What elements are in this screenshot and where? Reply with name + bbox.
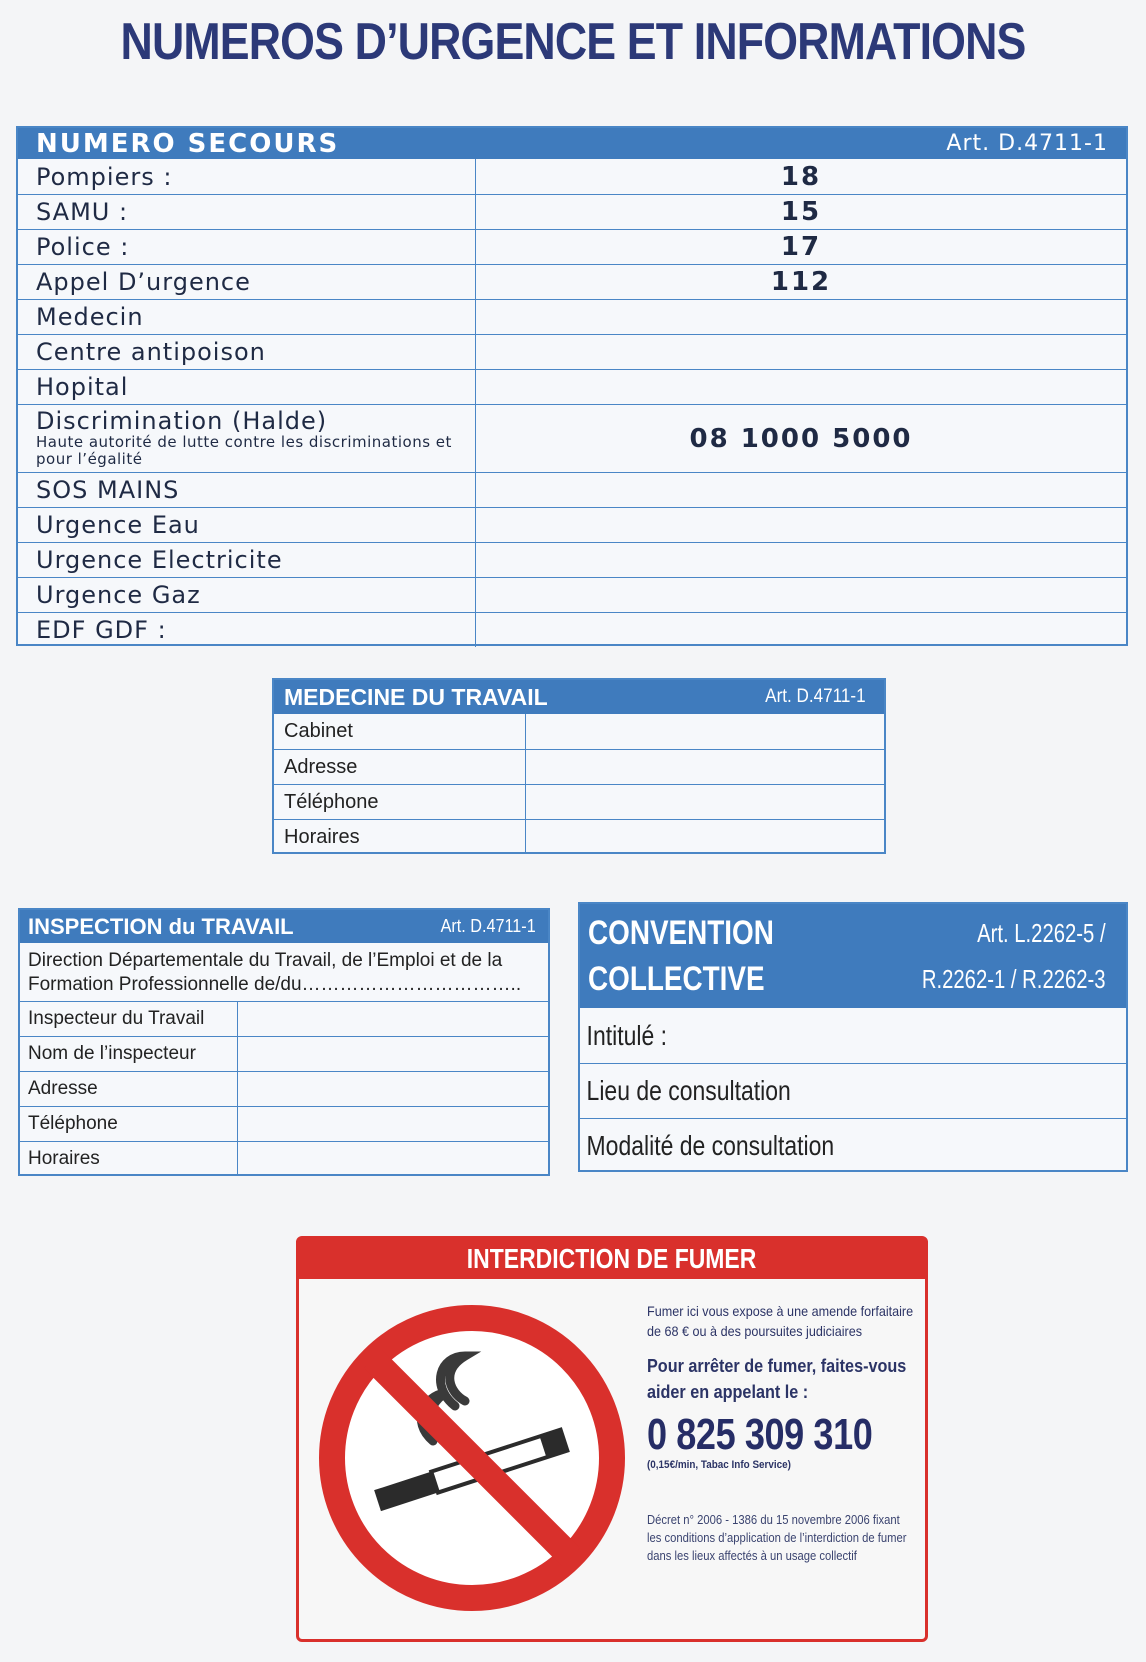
inspection-article: Art. D.4711-1 [440, 916, 536, 936]
table-row [18, 472, 1126, 507]
convention-article-line1: Art. L.2262-5 / [977, 918, 1106, 948]
inspection-header [20, 910, 548, 943]
convention-article-line2: R.2262-1 / R.2262-3 [922, 964, 1106, 994]
fine-text: Fumer ici vous expose à une amende forfaitaire de 68 € ou à des poursuites judiciaires [647, 1303, 914, 1339]
table-row [20, 1001, 548, 1036]
table-row [20, 1036, 548, 1071]
row-label: Police : [18, 230, 476, 264]
row-label: Urgence Electricite [18, 543, 476, 577]
row-label: Nom de l’inspecteur [20, 1037, 238, 1071]
row-value [238, 1002, 548, 1036]
row-label: EDF GDF : [18, 613, 476, 647]
table-row [580, 1118, 1126, 1173]
row-label: Intitulé : [586, 1019, 667, 1051]
tabac-phone: 0 825 309 310 [647, 1410, 873, 1459]
table-row [18, 404, 1126, 472]
row-label: Pompiers : [18, 159, 476, 194]
row-value: 112 [770, 267, 832, 297]
table-row [18, 299, 1126, 334]
inspection-table [18, 908, 550, 1176]
inspection-title: INSPECTION du TRAVAIL [28, 913, 294, 939]
table-row [18, 612, 1126, 647]
row-value [476, 613, 1126, 647]
convention-title [588, 904, 774, 1008]
row-label: Appel D’urgence [18, 265, 476, 299]
row-label [18, 405, 476, 472]
row-label: Horaires [274, 820, 526, 854]
medecine-table [272, 678, 886, 854]
row-label: Horaires [20, 1142, 238, 1176]
row-label: Medecin [18, 300, 476, 334]
row-value: 15 [780, 197, 822, 227]
decree-text: Décret n° 2006 - 1386 du 15 novembre 2006 fixant les conditions d’application de l’interdiction de fumer dans les lieux affectés à un usage collectif [647, 1513, 907, 1563]
secours-article: Art. D.4711-1 [946, 131, 1108, 156]
table-row [18, 577, 1126, 612]
table-row [18, 369, 1126, 404]
row-value: 18 [780, 161, 822, 192]
table-row [18, 229, 1126, 264]
no-smoking-text [647, 1301, 917, 1565]
row-value: 17 [780, 232, 822, 262]
row-value [526, 820, 884, 854]
no-smoking-icon [315, 1301, 629, 1615]
row-value [476, 543, 1126, 577]
row-value [476, 300, 1126, 334]
row-label: SOS MAINS [18, 473, 476, 507]
row-label: Centre antipoison [18, 335, 476, 369]
secours-table [16, 126, 1128, 646]
medecine-header [274, 680, 884, 714]
table-row [18, 542, 1126, 577]
row-label: Modalité de consultation [586, 1130, 835, 1161]
call-text: Pour arrêter de fumer, faites-vous aider en appelant le : [647, 1356, 907, 1402]
row-label: Téléphone [20, 1107, 238, 1141]
row-label: Adresse [274, 750, 526, 784]
row-label: SAMU : [18, 195, 476, 229]
phone-rate: (0,15€/min, Tabac Info Service) [647, 1459, 791, 1471]
table-row [20, 1141, 548, 1176]
medecine-title: MEDECINE DU TRAVAIL [284, 683, 548, 710]
convention-article [922, 904, 1106, 1008]
row-value [238, 1142, 548, 1176]
no-smoking-panel [296, 1236, 928, 1642]
convention-title-line1: CONVENTION [588, 914, 774, 952]
row-value [238, 1072, 548, 1106]
table-row [580, 1008, 1126, 1063]
row-value [476, 508, 1126, 542]
row-label: Inspecteur du Travail [20, 1002, 238, 1036]
table-row [18, 194, 1126, 229]
table-row [580, 1063, 1126, 1118]
no-smoking-title: INTERDICTION DE FUMER [467, 1243, 757, 1274]
table-row [274, 819, 884, 854]
table-row [18, 159, 1126, 194]
convention-header [580, 904, 1126, 1008]
table-row [18, 334, 1126, 369]
convention-table [578, 902, 1128, 1172]
convention-title-line2: COLLECTIVE [588, 960, 765, 998]
row-label: Cabinet [274, 714, 526, 749]
table-row [274, 784, 884, 819]
medecine-article: Art. D.4711-1 [765, 686, 866, 707]
row-value [526, 785, 884, 819]
table-row [274, 714, 884, 749]
row-value [238, 1037, 548, 1071]
row-value [476, 578, 1126, 612]
table-row [274, 749, 884, 784]
row-value [238, 1107, 548, 1141]
row-value [476, 335, 1126, 369]
row-value [526, 750, 884, 784]
table-row [18, 264, 1126, 299]
row-label: Hopital [18, 370, 476, 404]
row-value [526, 714, 884, 749]
row-label: Téléphone [274, 785, 526, 819]
row-label: Adresse [20, 1072, 238, 1106]
table-row [20, 1071, 548, 1106]
row-label: Urgence Eau [18, 508, 476, 542]
page-title: NUMEROS D’URGENCE ET INFORMATIONS [120, 13, 1026, 71]
row-label: Lieu de consultation [586, 1075, 791, 1106]
no-smoking-header [299, 1239, 925, 1279]
halde-sublabel: Haute autorité de lutte contre les discriminations et pour l’égalité [36, 433, 452, 468]
row-value [476, 370, 1126, 404]
row-value [476, 473, 1126, 507]
secours-header [18, 128, 1126, 159]
inspection-intro: Direction Départementale du Travail, de l’Emploi et de la Formation Professionnelle de/du…………………………….. [28, 950, 522, 995]
table-row [20, 1106, 548, 1141]
secours-title: NUMERO SECOURS [36, 128, 340, 159]
row-label: Urgence Gaz [18, 578, 476, 612]
table-row [18, 507, 1126, 542]
halde-number: 08 1000 5000 [689, 423, 913, 454]
halde-label: Discrimination (Halde) [36, 407, 328, 435]
